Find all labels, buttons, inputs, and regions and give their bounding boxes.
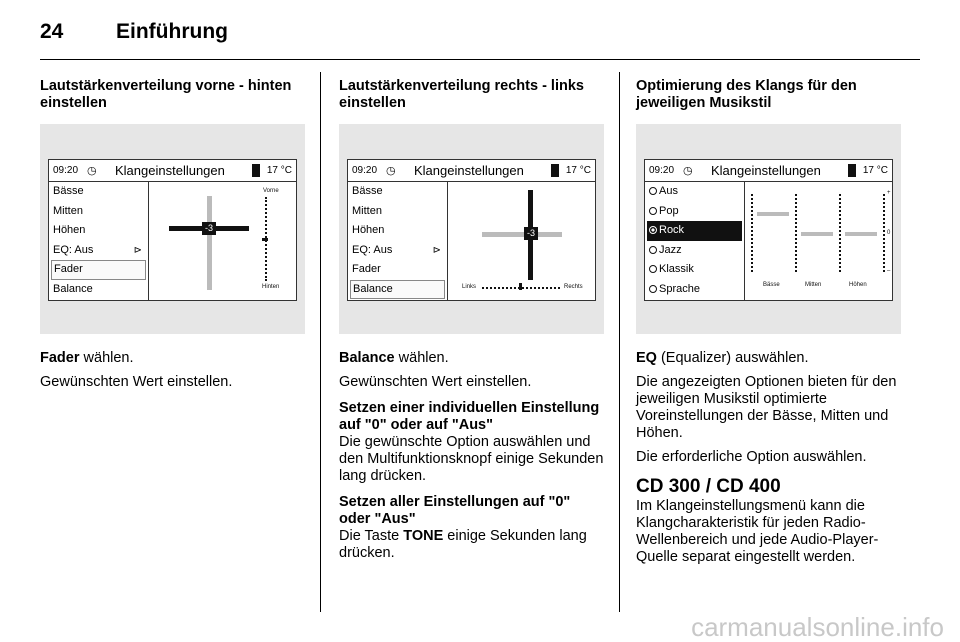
clock-time: 09:20 [352, 165, 378, 176]
display-screen [347, 159, 596, 301]
eq-option-selected[interactable]: Rock [647, 221, 742, 241]
section-heading: Lautstärkenverteilung rechts - links einstellen [339, 78, 584, 111]
section-heading: Optimierung des Klangs für den jeweiligen Musikstil [636, 78, 857, 111]
menu-item[interactable]: Höhen [53, 224, 86, 236]
play-arrow-icon: ⊳ [133, 244, 142, 256]
settings-menu [49, 182, 149, 301]
instruction-individual: Die gewünschte Option auswählen und den Multifunktionsknopf einige Sekunden lang drücken. [339, 434, 604, 484]
menu-item[interactable]: Bässe [53, 185, 84, 197]
temperature: 17 °C [266, 165, 292, 176]
status-bar [645, 160, 892, 182]
screen-illustration-fader [40, 124, 305, 334]
eq-band-bass[interactable] [757, 212, 789, 216]
left-label: Links [462, 284, 477, 290]
status-bar [348, 160, 595, 182]
instruction-choose-option: Die erforderliche Option auswählen. [636, 449, 867, 465]
screen-title: Klangeinstellungen [414, 163, 524, 178]
radio-icon [649, 187, 657, 195]
scale-zero: 0 [887, 230, 891, 236]
menu-item-selected[interactable]: Fader [51, 260, 146, 280]
watermark: carmanualsonline.info [691, 612, 944, 642]
band-label: Höhen [849, 282, 867, 288]
column-divider [619, 72, 620, 612]
temperature: 17 °C [565, 165, 591, 176]
subheading-cd: CD 300 / CD 400 [636, 476, 781, 497]
thermometer-icon [848, 164, 856, 177]
menu-item-label: EQ: Aus [352, 243, 393, 256]
radio-icon [649, 246, 657, 254]
menu-item[interactable]: Balance [53, 282, 93, 295]
page-header [40, 18, 920, 60]
instruction-set-value: Gewünschten Wert einstellen. [339, 374, 532, 390]
eq-scale [839, 194, 841, 272]
instruction-select: Balance wählen. [339, 350, 449, 366]
display-screen [48, 159, 297, 301]
menu-item[interactable]: Fader [352, 263, 381, 275]
menu-item-eq[interactable] [348, 241, 447, 261]
menu-item[interactable]: Höhen [352, 224, 385, 236]
fader-knob[interactable]: -3 [202, 222, 216, 235]
instruction-select: EQ (Equalizer) auswählen. [636, 350, 809, 366]
column-eq [636, 78, 901, 566]
thermometer-icon [551, 164, 559, 177]
status-bar [49, 160, 296, 182]
radio-selected-icon [649, 226, 657, 234]
clock-icon: ◷ [87, 165, 97, 177]
clock-icon: ◷ [683, 165, 693, 177]
balance-visualization [448, 182, 596, 301]
band-label: Bässe [763, 282, 780, 288]
settings-menu [348, 182, 448, 301]
eq-preset-menu [645, 182, 745, 301]
radio-icon [649, 265, 657, 273]
cd-description: Im Klangeinstellungsmenü kann die Klangcharakteristik für jeden Radio-Wellenbereich und jede Audio-Player-Quelle separat eingestellt werden. [636, 498, 879, 565]
menu-item-eq[interactable] [49, 241, 148, 261]
eq-scale [883, 194, 885, 272]
eq-visualization [745, 182, 893, 301]
menu-item-selected[interactable]: Balance [350, 280, 445, 300]
scale-minus: – [887, 268, 891, 274]
right-label: Rechts [564, 284, 583, 290]
section-heading: Lautstärkenverteilung vorne - hinten einstellen [40, 78, 292, 111]
eq-description: Die angezeigten Optionen bieten für den jeweiligen Musikstil optimierte Voreinstellungen der Bässe, Mitten und Höhen. [636, 374, 897, 441]
eq-option[interactable]: Sprache [645, 280, 744, 300]
page-title: Einführung [116, 20, 228, 43]
temperature: 17 °C [862, 165, 888, 176]
eq-band-mid[interactable] [801, 232, 833, 236]
clock-time: 09:20 [649, 165, 675, 176]
screen-title: Klangeinstellungen [711, 163, 821, 178]
column-divider [320, 72, 321, 612]
radio-icon [649, 207, 657, 215]
clock-icon: ◷ [386, 165, 396, 177]
rear-label: Hinten [262, 284, 280, 290]
front-label: Vorne [263, 188, 279, 194]
screen-illustration-balance [339, 124, 604, 334]
eq-option[interactable]: Pop [645, 202, 744, 222]
thermometer-icon [252, 164, 260, 177]
instruction-select: Fader wählen. [40, 350, 134, 366]
instruction-all: Die Taste TONE einige Sekunden lang drücken. [339, 528, 587, 561]
fader-axis [207, 196, 212, 290]
fader-visualization [149, 182, 297, 301]
menu-item[interactable]: Mitten [53, 204, 83, 217]
scale-marker [519, 283, 522, 290]
eq-option[interactable]: Aus [645, 182, 744, 202]
play-arrow-icon: ⊳ [432, 244, 441, 256]
menu-item[interactable]: Bässe [352, 185, 383, 197]
column-balance [339, 78, 604, 562]
screen-illustration-eq [636, 124, 901, 334]
eq-band-treble[interactable] [845, 232, 877, 236]
column-fader [40, 78, 305, 391]
scale-marker [262, 238, 268, 241]
display-screen [644, 159, 893, 301]
eq-option[interactable]: Jazz [645, 241, 744, 261]
clock-time: 09:20 [53, 165, 79, 176]
screen-title: Klangeinstellungen [115, 163, 225, 178]
eq-scale [751, 194, 753, 272]
band-label: Mitten [805, 282, 822, 288]
scale-plus: + [887, 190, 891, 196]
instruction-set-value: Gewünschten Wert einstellen. [40, 374, 233, 390]
balance-axis [482, 232, 562, 237]
menu-item-label: EQ: Aus [53, 243, 94, 256]
balance-knob[interactable]: -3 [524, 227, 538, 240]
subheading-all: Setzen aller Einstellungen auf "0" oder "Aus" [339, 494, 571, 527]
radio-icon [649, 285, 657, 293]
page-number: 24 [40, 20, 64, 43]
menu-item[interactable]: Mitten [352, 204, 382, 217]
subheading-individual: Setzen einer individuellen Einstellung auf "0" oder auf "Aus" [339, 400, 600, 433]
eq-scale [795, 194, 797, 272]
eq-option[interactable]: Klassik [645, 260, 744, 280]
